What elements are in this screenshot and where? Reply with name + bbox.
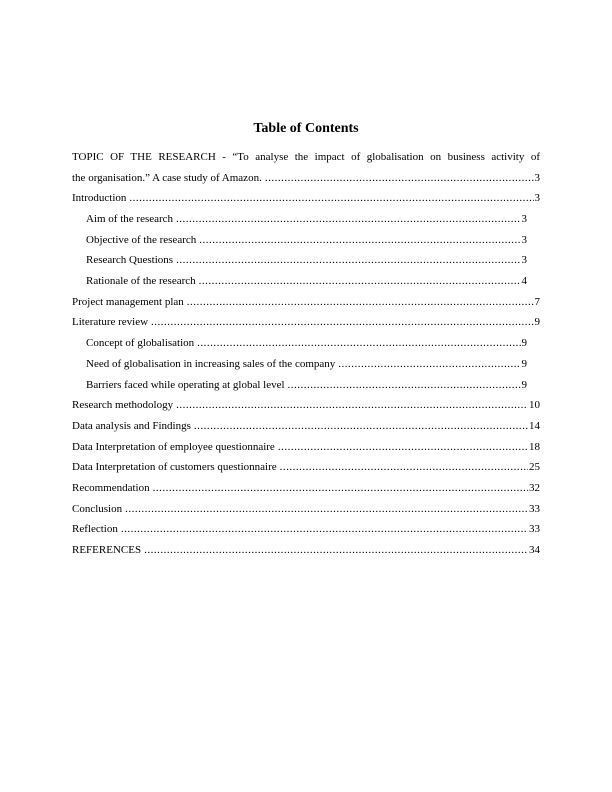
toc-entry-label: Reflection <box>72 523 118 536</box>
toc-entry-label: Data Interpretation of customers questionnaire <box>72 461 277 474</box>
toc-entry-topic[interactable] <box>72 147 540 188</box>
toc-leader-dots <box>176 250 520 271</box>
toc-entry-introduction[interactable] <box>72 188 540 209</box>
toc-entry-label: Literature review <box>72 316 149 329</box>
toc-page-number: 3 <box>534 171 540 184</box>
toc-entry-project-management-plan[interactable] <box>72 292 540 313</box>
toc-entry-label: Research methodology <box>72 399 174 412</box>
toc-leader-dots <box>125 499 528 520</box>
toc-leader-dots <box>288 375 521 396</box>
toc-leader-dots <box>187 292 534 313</box>
toc-entry-recommendation[interactable] <box>72 478 540 499</box>
toc-page-number: 9 <box>521 357 527 370</box>
toc-leader-dots <box>278 437 528 458</box>
toc-entry-label: Project management plan <box>72 295 184 308</box>
toc-page-number: 32 <box>529 481 540 494</box>
toc-entry-label: Rationale of the research <box>86 275 196 288</box>
toc-leader-dots <box>197 333 520 354</box>
toc-entry-label-line2: the organisation.” A case study of Amazon. <box>72 171 262 184</box>
toc-leader-dots <box>176 395 528 416</box>
toc-entry-research-questions[interactable] <box>72 250 540 271</box>
toc-entry-literature-review[interactable] <box>72 313 540 334</box>
toc-page-number: 9 <box>521 337 527 350</box>
toc-leader-dots <box>338 354 520 375</box>
toc-page-number: 14 <box>529 419 540 432</box>
toc-entry-rationale-of-research[interactable] <box>72 271 540 292</box>
toc-page-number: 33 <box>529 523 540 536</box>
toc-entry-customers-questionnaire[interactable] <box>72 457 540 478</box>
toc-entry-aim-of-research[interactable] <box>72 209 540 230</box>
toc-entry-conclusion[interactable] <box>72 499 540 520</box>
toc-entry-barriers-faced[interactable] <box>72 375 540 396</box>
toc-entry-label: Need of globalisation in increasing sales of the company <box>86 357 336 370</box>
toc-leader-dots <box>176 209 520 230</box>
toc-page-number: 10 <box>529 399 540 412</box>
toc-leader-dots <box>280 457 528 478</box>
toc-entry-label-line1: TOPIC OF THE RESEARCH - “To analyse the impact of globalisation on business activity of <box>72 151 540 163</box>
toc-leader-dots <box>199 271 521 292</box>
toc-entry-label: Conclusion <box>72 502 123 515</box>
toc-entry-label: Concept of globalisation <box>86 337 195 350</box>
toc-page-number: 7 <box>534 295 540 308</box>
toc-page-number: 3 <box>521 233 527 246</box>
toc-leader-dots <box>151 312 533 333</box>
toc-page-number: 18 <box>529 440 540 453</box>
toc-page-number: 3 <box>521 254 527 267</box>
toc-page-number: 9 <box>521 378 527 391</box>
toc-entry-label: Data Interpretation of employee questionnaire <box>72 440 275 453</box>
toc-leader-dots <box>144 540 528 561</box>
toc-entry-references[interactable] <box>72 540 540 561</box>
toc-entry-label: Aim of the research <box>86 213 174 226</box>
toc-page-number: 25 <box>529 461 540 474</box>
toc-page-number: 4 <box>521 275 527 288</box>
toc-entry-label: Data analysis and Findings <box>72 419 191 432</box>
toc-leader-dots <box>153 478 528 499</box>
toc-entry-concept-of-globalisation[interactable] <box>72 333 540 354</box>
toc-page-number: 34 <box>529 544 540 557</box>
toc-leader-dots <box>199 230 520 251</box>
toc-list <box>72 147 540 561</box>
toc-entry-data-analysis[interactable] <box>72 416 540 437</box>
toc-entry-label: Barriers faced while operating at global level <box>86 378 285 391</box>
toc-entry-research-methodology[interactable] <box>72 395 540 416</box>
toc-entry-employee-questionnaire[interactable] <box>72 437 540 458</box>
toc-entry-label: Introduction <box>72 192 127 205</box>
toc-leader-dots <box>129 188 533 209</box>
toc-page-number: 3 <box>521 213 527 226</box>
toc-page-number: 3 <box>534 192 540 205</box>
toc-entry-label: Objective of the research <box>86 233 197 246</box>
toc-entry-need-of-globalisation[interactable] <box>72 354 540 375</box>
toc-leader-dots <box>194 416 528 437</box>
toc-page-number: 33 <box>529 502 540 515</box>
toc-entry-label: Research Questions <box>86 254 174 267</box>
toc-leader-dots <box>121 519 528 540</box>
toc-entry-reflection[interactable] <box>72 519 540 540</box>
toc-page-number: 9 <box>534 316 540 329</box>
toc-entry-objective-of-research[interactable] <box>72 230 540 251</box>
toc-leader-dots <box>265 168 534 189</box>
toc-entry-label: Recommendation <box>72 481 150 494</box>
toc-entry-label: REFERENCES <box>72 544 142 557</box>
toc-title: Table of Contents <box>253 121 359 136</box>
